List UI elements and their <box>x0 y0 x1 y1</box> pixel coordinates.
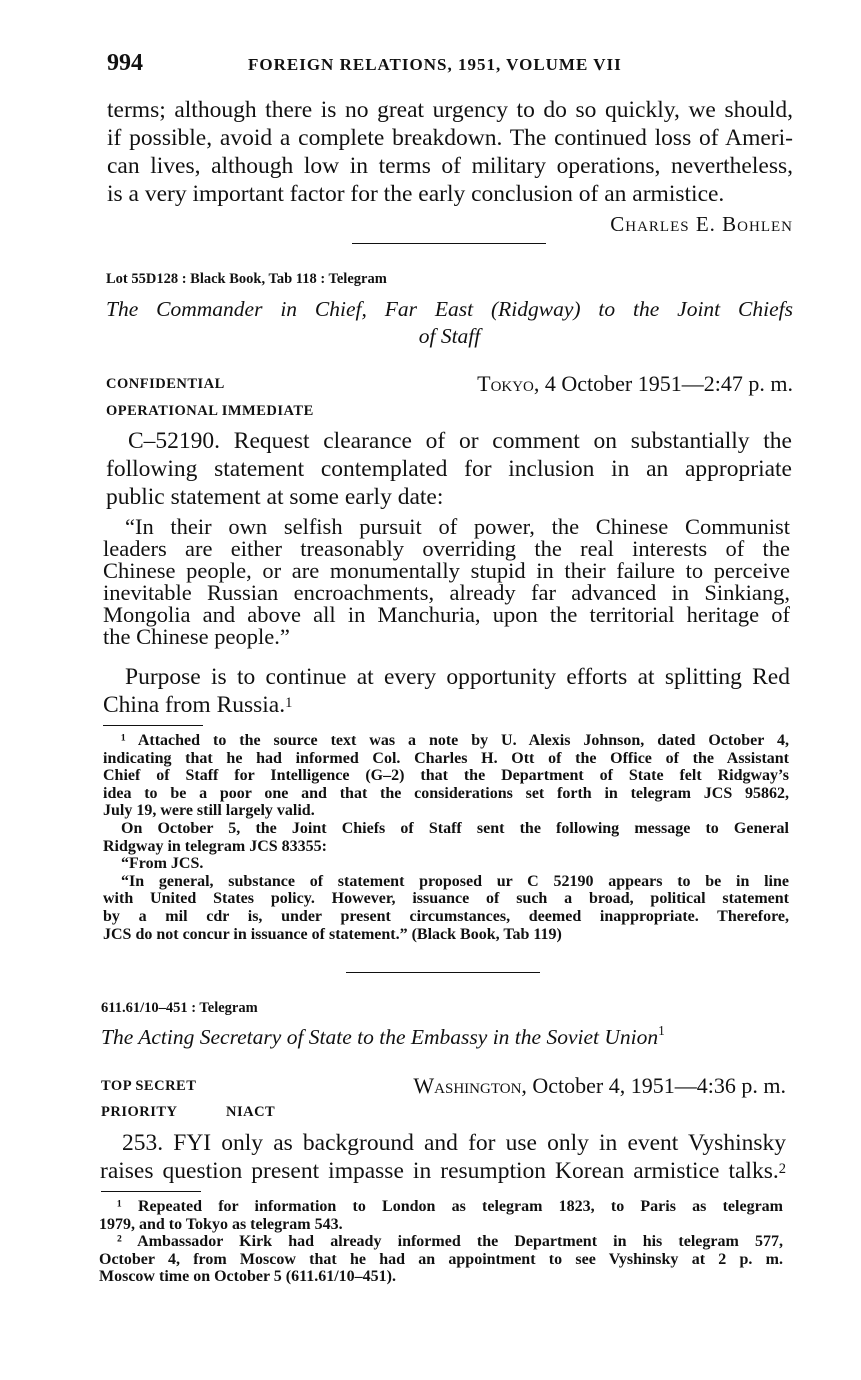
footnote-line: Chief of Staff for Intelligence (G–2) that the Department of State felt Ridgway’s <box>103 767 789 785</box>
doc1-heading-line2: of Staff <box>418 324 481 348</box>
section-divider <box>352 243 546 244</box>
doc2-priority: PRIORITY <box>101 1104 178 1120</box>
continuation-paragraph <box>107 96 793 208</box>
footnote-marker: 2 <box>778 1161 786 1177</box>
footnote-marker: 1 <box>658 1023 665 1038</box>
doc2-datetime: October 4, 1951—4:36 p. m. <box>532 1073 786 1098</box>
text-line <box>100 1157 786 1185</box>
footnote-line: July 19, were still largely valid. <box>103 802 315 820</box>
doc1-source-ref: Lot 55D128 : Black Book, Tab 118 : Telegram <box>106 271 387 287</box>
text-line: can lives, although low in terms of military operations, nevertheless, <box>107 153 793 179</box>
doc1-datetime: 4 October 1951—2:47 p. m. <box>544 371 793 396</box>
doc2-classification: TOP SECRET <box>101 1078 197 1094</box>
doc2-paragraph <box>100 1129 786 1185</box>
footnote-rule <box>103 725 203 726</box>
doc2-heading-text: The Acting Secretary of State to the Embassy in the Soviet Union <box>101 1025 659 1049</box>
doc1-place: Tokyo, <box>477 371 540 396</box>
doc1-heading <box>106 297 793 349</box>
text-line: the Chinese people.” <box>103 624 290 649</box>
text-line: if possible, avoid a complete breakdown. The continued loss of Ameri- <box>107 125 793 151</box>
doc1-heading-line1: The Commander in Chief, Far East (Ridgway) to the Joint Chiefs <box>106 297 793 321</box>
text-line: Chinese people, or are monumentally stupid in their failure to perceive <box>103 558 790 583</box>
footnote-line: “In general, substance of statement proposed ur C 52190 appears to be in line <box>121 872 789 890</box>
footnote-line: Ridgway in telegram JCS 83355: <box>103 837 327 855</box>
text-line: “In their own selfish pursuit of power, the Chinese Communist <box>125 514 790 539</box>
text-line: leaders are either treasonably overriding the real interests of the <box>103 536 790 561</box>
running-title: FOREIGN RELATIONS, 1951, VOLUME VII <box>248 55 622 74</box>
footnote-line: ¹ Repeated for information to London as telegram 1823, to Paris as telegram <box>117 1198 783 1215</box>
footnote-line: On October 5, the Joint Chiefs of Staff sent the following message to General <box>121 819 789 837</box>
footnote-line: with United States policy. However, issuance of such a broad, political statement <box>103 890 789 908</box>
text-line: following statement contemplated for inclusion in an appropriate <box>106 456 792 482</box>
page-number: 994 <box>107 50 143 76</box>
text-line: terms; although there is no great urgency to do so quickly, we should, <box>107 97 793 123</box>
text-line: inevitable Russian encroachments, already far advanced in Sinkiang, <box>103 580 790 605</box>
text-line: C–52190. Request clearance of or comment on substantially the <box>128 428 792 454</box>
footnote-line: indicating that he had informed Col. Charles H. Ott of the Office of the Assistant <box>103 749 789 767</box>
text-line: Purpose is to continue at every opportunity efforts at splitting Red <box>125 664 790 690</box>
footnote-marker: 1 <box>285 695 293 711</box>
text-fragment: raises question present impasse in resumption Korean armistice talks. <box>100 1158 779 1184</box>
doc2-niact: NIACT <box>226 1104 276 1120</box>
footnote-line: “From JCS. <box>121 855 204 873</box>
doc1-paragraph-1 <box>106 427 792 511</box>
footnote-rule <box>101 1191 201 1192</box>
footnote-line: October 4, from Moscow that he had an appointment to see Vyshinsky at 2 p. m. <box>99 1250 783 1268</box>
text-line: Mongolia and above all in Manchuria, upon the territorial heritage of <box>103 602 790 627</box>
text-fragment: China from Russia. <box>103 692 286 718</box>
footnote-line: by a mil cdr is, under present circumstances, deemed inappropriate. Therefore, <box>103 907 789 925</box>
section-divider <box>346 972 540 973</box>
text-line: public statement at some early date: <box>106 484 444 510</box>
doc1-classification: CONFIDENTIAL <box>106 376 225 392</box>
doc1-paragraph-2 <box>103 663 790 719</box>
doc1-quoted-statement <box>103 516 790 648</box>
doc1-footnotes <box>103 732 789 943</box>
footnote-line: JCS do not concur in issuance of statement.” (Black Book, Tab 119) <box>103 925 562 943</box>
signature: Charles E. Bohlen <box>610 212 793 236</box>
footnote-line: Moscow time on October 5 (611.61/10–451). <box>99 1268 396 1286</box>
doc2-source-ref: 611.61/10–451 : Telegram <box>101 1000 258 1016</box>
footnote-line: 1979, and to Tokyo as telegram 543. <box>99 1215 343 1233</box>
text-line: is a very important factor for the early conclusion of an armistice. <box>107 181 725 207</box>
doc2-place: Washington, <box>413 1073 527 1098</box>
footnote-line: ¹ Attached to the source text was a note by U. Alexis Johnson, dated October 4, <box>121 732 789 749</box>
doc1-handling: OPERATIONAL IMMEDIATE <box>106 403 314 419</box>
text-line <box>103 691 790 719</box>
footnote-line: idea to be a poor one and that the considerations set forth in telegram JCS 95862, <box>103 784 789 802</box>
doc1-place-date <box>477 371 793 397</box>
doc2-place-date <box>413 1073 786 1099</box>
doc2-footnotes <box>99 1198 783 1286</box>
doc2-heading <box>101 1025 665 1050</box>
footnote-line: ² Ambassador Kirk had already informed the Department in his telegram 577, <box>117 1233 783 1251</box>
text-line: 253. FYI only as background and for use only in event Vyshinsky <box>122 1130 786 1156</box>
